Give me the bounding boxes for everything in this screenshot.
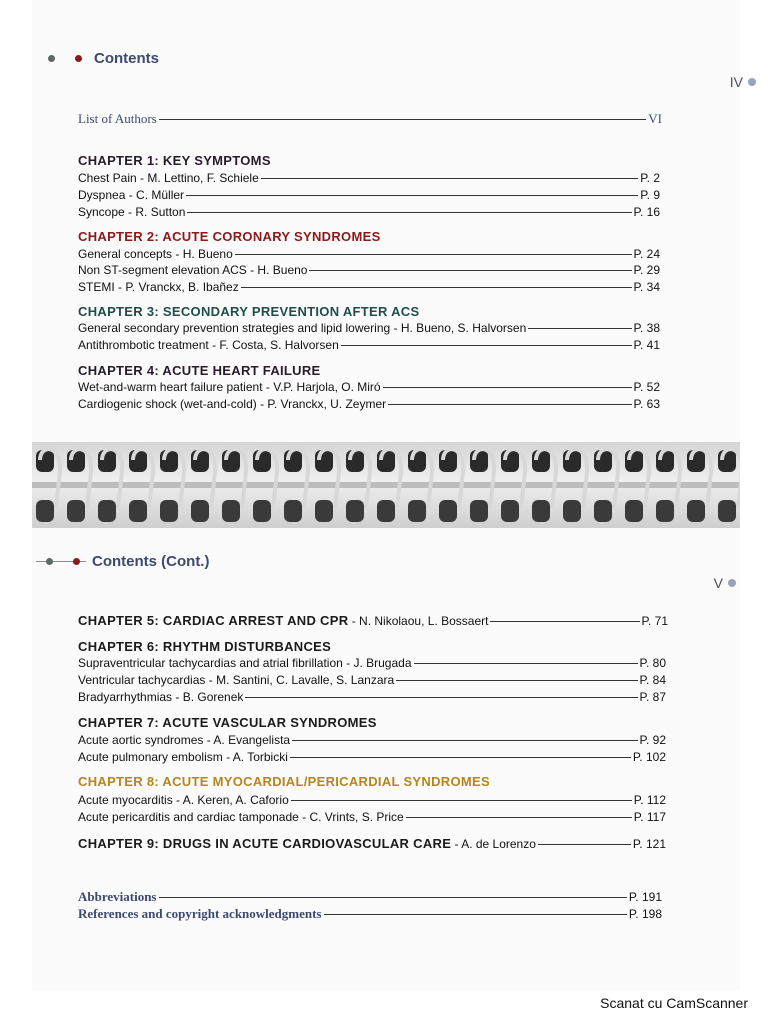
toc-entry[interactable] (78, 690, 666, 704)
toc-entry[interactable] (78, 397, 660, 411)
ring-hole-top (315, 450, 333, 472)
entry-page: P. 34 (633, 280, 660, 294)
ring-hole-bottom (67, 500, 85, 522)
toc-entry[interactable] (78, 750, 666, 764)
entry-page: P. 24 (633, 247, 660, 261)
ring-hole-top (625, 450, 643, 472)
entry-label: References and copyright acknowledgments (78, 906, 322, 921)
leader-line (324, 914, 627, 915)
chapter-5-heading: CHAPTER 5: CARDIAC ARREST AND CPR (78, 613, 349, 628)
entry-page: P. 16 (633, 205, 660, 219)
contents-cont-title: Contents (Cont.) (92, 553, 210, 570)
leader-line (159, 897, 627, 898)
ring-hole-bottom (346, 500, 364, 522)
ring-hole-bottom (594, 500, 612, 522)
ring-hole-top (284, 450, 302, 472)
toc-entry-abbreviations[interactable] (78, 889, 662, 905)
entry-authors: - M. Santini, C. Lavalle, S. Lanzara (205, 673, 395, 687)
toc-entry[interactable] (78, 321, 660, 335)
ring-hole-top (563, 450, 581, 472)
entry-authors: - H. Bueno (172, 247, 233, 261)
ring-hole-bottom (284, 500, 302, 522)
entry-label: Ventricular tachycardias (78, 673, 206, 687)
toc-entry[interactable] (78, 656, 666, 670)
ring-hole-bottom (36, 500, 54, 522)
page-number-label: V (713, 575, 723, 591)
toc-entry[interactable] (78, 338, 660, 352)
leader-line (406, 817, 632, 818)
ring-hole-bottom (377, 500, 395, 522)
entry-authors: - A. de Lorenzo (451, 837, 536, 851)
ring-hole-top (501, 450, 519, 472)
entry-label: General secondary prevention strategies and lipid lowering (78, 321, 391, 335)
entry-authors: - P. Vranckx, B. Ibañez (114, 280, 239, 294)
toc-entry[interactable] (78, 733, 666, 747)
entry-page: P. 198 (628, 907, 662, 921)
entry-page: P. 71 (641, 614, 668, 628)
ring-hole-bottom (563, 500, 581, 522)
entry-label: Chest Pain (78, 171, 137, 185)
leader-line (292, 740, 637, 741)
spiral-binding-graphic (32, 442, 740, 528)
chapter-5-entry[interactable] (78, 613, 668, 628)
page-dot-icon (748, 78, 756, 86)
leader-line (538, 844, 631, 845)
toc-entry[interactable] (78, 280, 660, 294)
chapter-8-heading: CHAPTER 8: ACUTE MYOCARDIAL/PERICARDIAL SYNDROMES (78, 774, 490, 789)
contents-title: Contents (94, 50, 159, 67)
entry-authors: - V.P. Harjola, O. Miró (262, 380, 381, 394)
entry-page: P. 2 (640, 171, 660, 185)
entry-page: P. 87 (639, 690, 666, 704)
ring-hole-top (656, 450, 674, 472)
ring-hole-bottom (532, 500, 550, 522)
entry-authors: - N. Nikolaou, L. Bossaert (348, 614, 489, 628)
chapter-7-heading: CHAPTER 7: ACUTE VASCULAR SYNDROMES (78, 715, 377, 730)
leader-line (245, 697, 637, 698)
leader-line (159, 119, 647, 120)
toc-entry[interactable] (78, 810, 666, 824)
entry-authors: - A. Keren, A. Caforio (172, 793, 289, 807)
entry-label: Syncope (78, 205, 125, 219)
entry-label: Acute pulmonary embolism (78, 750, 223, 764)
ring-hole-top (98, 450, 116, 472)
grey-dot-icon (46, 558, 53, 565)
ring-hole-bottom (222, 500, 240, 522)
entry-label: Supraventricular tachycardias and atrial fibrillation (78, 656, 343, 670)
entry-page: P. 80 (639, 656, 666, 670)
toc-entry[interactable] (78, 263, 660, 277)
ring-hole-top (67, 450, 85, 472)
leader-line (396, 680, 637, 681)
toc-entry[interactable] (78, 793, 666, 807)
ring-hole-bottom (191, 500, 209, 522)
entry-label: Dyspnea (78, 188, 126, 202)
entry-label: Acute pericarditis and cardiac tamponade (78, 810, 299, 824)
entry-label: List of Authors (78, 111, 157, 126)
leader-line (261, 178, 638, 179)
ring-hole-bottom (253, 500, 271, 522)
ring-hole-top (594, 450, 612, 472)
ring-hole-bottom (656, 500, 674, 522)
toc-entry[interactable] (78, 380, 660, 394)
page-dot-icon (728, 579, 736, 587)
red-dot-icon (73, 558, 80, 565)
ring-hole-bottom (501, 500, 519, 522)
scanner-watermark: Scanat cu CamScanner (600, 995, 748, 1011)
entry-label: Bradyarrhythmias (78, 690, 173, 704)
entry-label: Antithrombotic treatment (78, 338, 209, 352)
entry-authors: - M. Lettino, F. Schiele (136, 171, 259, 185)
entry-page: VI (648, 111, 662, 126)
entry-page: P. 117 (633, 810, 666, 824)
toc-entry-authors[interactable] (78, 111, 662, 127)
bottom-header (46, 553, 209, 570)
page-number-label: IV (729, 74, 743, 90)
entry-authors: - R. Sutton (124, 205, 186, 219)
entry-label: Acute myocarditis (78, 793, 173, 807)
ring-hole-bottom (160, 500, 178, 522)
ring-hole-top (160, 450, 178, 472)
entry-page: P. 191 (628, 890, 662, 904)
toc-entry[interactable] (78, 171, 660, 185)
entry-page: P. 9 (640, 188, 660, 202)
ring-hole-top (718, 450, 736, 472)
ring-hole-top (687, 450, 705, 472)
leader-line (528, 328, 631, 329)
chapter-9-heading: CHAPTER 9: DRUGS IN ACUTE CARDIOVASCULAR CARE (78, 836, 452, 851)
top-header (48, 50, 159, 67)
toc-entry[interactable] (78, 673, 666, 687)
entry-authors: - A. Torbicki (222, 750, 288, 764)
page-number-iv (730, 74, 756, 90)
entry-page: P. 102 (632, 750, 666, 764)
leader-line (383, 387, 632, 388)
ring-hole-top (222, 450, 240, 472)
page-number-v (714, 575, 736, 591)
leader-line (388, 404, 631, 405)
entry-authors: - A. Evangelista (203, 733, 291, 747)
binding-wire (32, 482, 740, 488)
toc-entry[interactable] (78, 188, 660, 202)
ring-hole-top (408, 450, 426, 472)
entry-label: Acute aortic syndromes (78, 733, 204, 747)
ring-hole-top (129, 450, 147, 472)
entry-page: P. 41 (633, 338, 660, 352)
entry-label: Abbreviations (78, 889, 157, 904)
toc-entry[interactable] (78, 205, 660, 219)
leader-line (290, 757, 631, 758)
ring-hole-bottom (129, 500, 147, 522)
toc-entry[interactable] (78, 247, 660, 261)
ring-hole-top (439, 450, 457, 472)
chapter-6-heading: CHAPTER 6: RHYTHM DISTURBANCES (78, 639, 332, 654)
ring-hole-bottom (470, 500, 488, 522)
entry-page: P. 112 (633, 793, 666, 807)
leader-line (341, 345, 632, 346)
entry-label: General concepts (78, 247, 173, 261)
spiral-binding (32, 442, 740, 528)
chapter-1-heading: CHAPTER 1: KEY SYMPTOMS (78, 153, 271, 168)
ring-hole-top (346, 450, 364, 472)
entry-authors: - B. Gorenek (172, 690, 244, 704)
entry-page: P. 38 (633, 321, 660, 335)
entry-authors: - H. Bueno (246, 263, 308, 277)
chapter-9-entry[interactable] (78, 836, 666, 851)
ring-hole-bottom (439, 500, 457, 522)
ring-hole-bottom (98, 500, 116, 522)
leader-line (490, 621, 639, 622)
entry-authors: - H. Bueno, S. Halvorsen (390, 321, 527, 335)
leader-line (235, 254, 632, 255)
entry-page: P. 29 (633, 263, 660, 277)
chapter-3-heading: CHAPTER 3: SECONDARY PREVENTION AFTER ACS (78, 304, 420, 319)
ring-hole-bottom (718, 500, 736, 522)
leader-line (186, 195, 638, 196)
red-dot-icon (75, 55, 82, 62)
entry-page: P. 84 (639, 673, 666, 687)
entry-authors: - F. Costa, S. Halvorsen (208, 338, 339, 352)
ring-hole-top (532, 450, 550, 472)
entry-authors: - C. Müller (125, 188, 185, 202)
chapter-2-heading: CHAPTER 2: ACUTE CORONARY SYNDROMES (78, 229, 381, 244)
entry-authors: - P. Vranckx, U. Zeymer (256, 397, 387, 411)
ring-hole-bottom (687, 500, 705, 522)
entry-page: P. 92 (639, 733, 666, 747)
entry-authors: - C. Vrints, S. Price (298, 810, 404, 824)
ring-hole-bottom (408, 500, 426, 522)
ring-hole-top (253, 450, 271, 472)
ring-hole-top (191, 450, 209, 472)
leader-line (241, 287, 632, 288)
ring-hole-bottom (625, 500, 643, 522)
entry-page: P. 63 (633, 397, 660, 411)
leader-line (309, 270, 631, 271)
ring-hole-top (36, 450, 54, 472)
leader-line (414, 663, 638, 664)
leader-line (187, 212, 631, 213)
ring-hole-top (377, 450, 395, 472)
entry-authors: - J. Brugada (342, 656, 412, 670)
chapter-4-heading: CHAPTER 4: ACUTE HEART FAILURE (78, 363, 321, 378)
entry-label: Wet-and-warm heart failure patient (78, 380, 263, 394)
entry-label: Cardiogenic shock (wet-and-cold) (78, 397, 257, 411)
entry-label: Non ST-segment elevation ACS (78, 263, 247, 277)
leader-line (291, 800, 632, 801)
ring-hole-top (470, 450, 488, 472)
entry-page: P. 121 (632, 837, 666, 851)
grey-dot-icon (48, 55, 55, 62)
ring-hole-bottom (315, 500, 333, 522)
entry-label: STEMI (78, 280, 115, 294)
entry-page: P. 52 (633, 380, 660, 394)
toc-entry-references[interactable] (78, 906, 662, 922)
